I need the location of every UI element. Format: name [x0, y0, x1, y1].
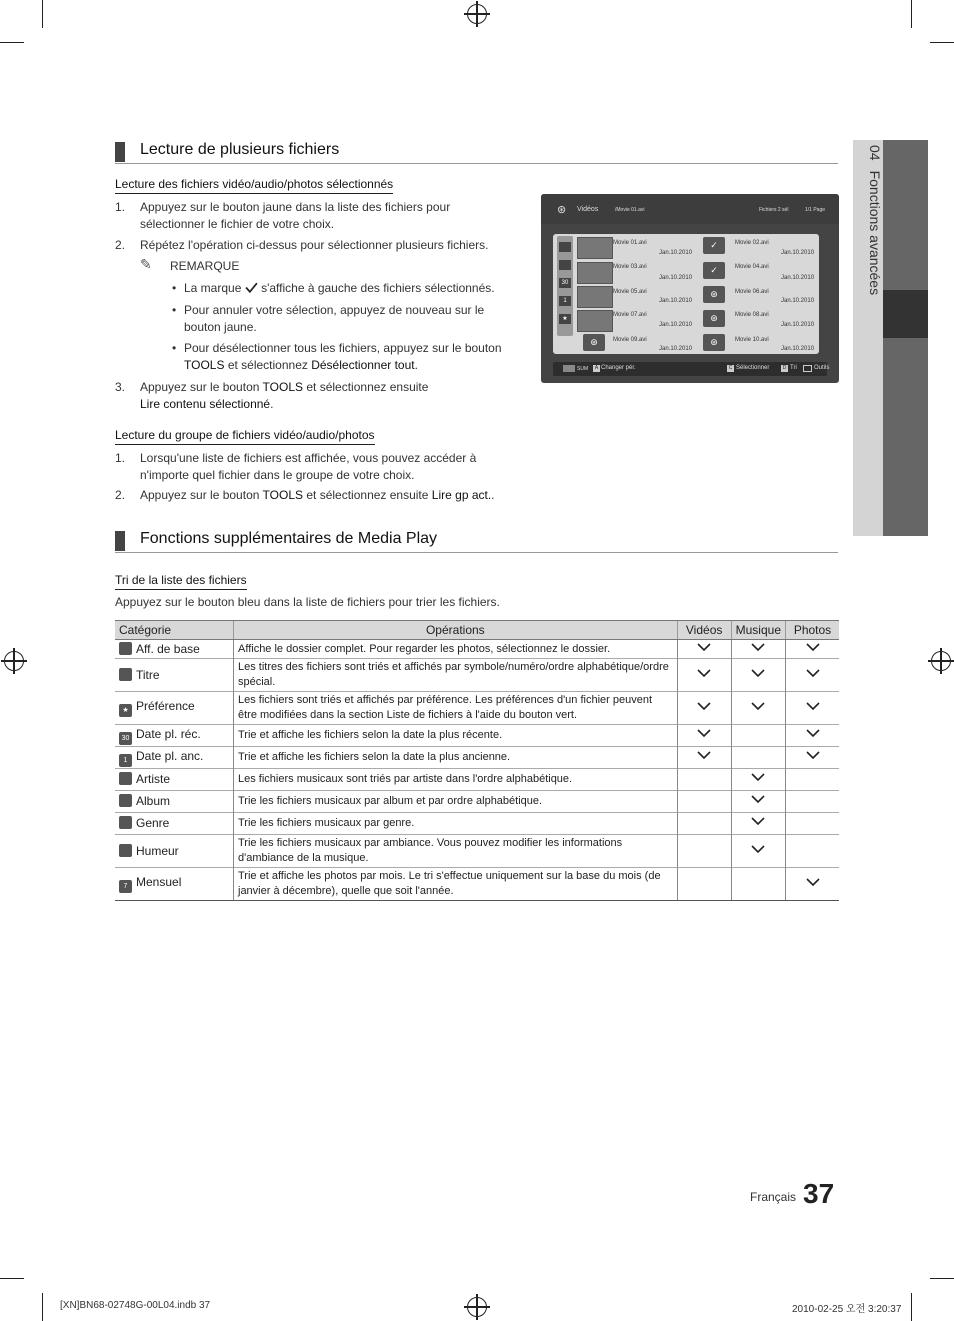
page-number: 37	[803, 1178, 835, 1209]
bullet-text: Pour annuler votre sélection, appuyez de nouveau sur le bouton jaune.	[184, 303, 485, 334]
crop-mark	[930, 1278, 954, 1279]
file-name: Movie 06.avi	[735, 289, 769, 295]
file-name: Movie 08.avi	[735, 312, 769, 318]
sort-categories-table	[115, 620, 839, 901]
category-label: Humeur	[136, 843, 179, 858]
note-label: REMARQUE	[170, 259, 240, 273]
bullet-dot: •	[172, 281, 177, 295]
album-icon	[119, 794, 132, 807]
calendar-icon: 30	[119, 732, 132, 745]
support-cell	[731, 747, 785, 769]
chapter-title: Fonctions avancées	[867, 170, 883, 296]
column-header: Opérations	[234, 621, 678, 640]
support-cell	[731, 769, 785, 791]
category-cell	[115, 813, 234, 835]
file-date: Jan.10.2010	[781, 298, 815, 304]
calendar-icon: 1	[559, 296, 571, 306]
c-button-icon: C	[728, 365, 733, 371]
print-slug-file: [XN]BN68-02748G-00L04.indb 37	[60, 1300, 211, 1311]
tv-screenshot	[541, 194, 839, 383]
category-label: Aff. de base	[136, 641, 200, 656]
video-thumbnail	[577, 262, 613, 284]
step-text-part: Appuyez sur le bouton	[140, 380, 260, 394]
supported-chevron-icon	[751, 701, 765, 711]
footer-tools: Outils	[814, 365, 830, 371]
video-thumbnail	[577, 286, 613, 308]
keyword: TOOLS	[262, 380, 304, 394]
step-number: 2.	[115, 488, 126, 502]
table-row	[115, 659, 839, 692]
calendar-icon: 30	[559, 278, 571, 288]
supported-chevron-icon	[806, 668, 820, 678]
crop-mark	[911, 1293, 912, 1321]
bullet-text-part: La marque	[184, 281, 242, 295]
crop-mark	[42, 0, 43, 28]
screen-side-menu	[557, 236, 573, 336]
operation-cell: Trie et affiche les fichiers selon la date la plus ancienne.	[234, 747, 678, 769]
category-label: Album	[136, 794, 171, 808]
bullet-dot: •	[172, 303, 177, 317]
category-label: Mensuel	[136, 875, 182, 889]
support-cell	[786, 692, 840, 725]
table-row	[115, 692, 839, 725]
supported-chevron-icon	[806, 642, 820, 652]
supported-chevron-icon	[751, 794, 765, 804]
chapter-number: 04	[867, 145, 883, 161]
support-cell	[731, 791, 785, 813]
category-label: Titre	[136, 667, 160, 682]
file-date: Jan.10.2010	[659, 322, 693, 328]
step-text: Appuyez sur le bouton TOOLS et sélectionnez ensuite Lire contenu sélectionné.	[140, 380, 429, 411]
chapter-tab-strip	[883, 140, 928, 290]
support-cell	[786, 640, 840, 659]
remote-key-icon	[563, 365, 575, 372]
registration-mark	[467, 1297, 487, 1317]
supported-chevron-icon	[751, 772, 765, 782]
file-date: Jan.10.2010	[659, 298, 693, 304]
crop-mark	[911, 0, 912, 28]
bullet-text-part: Pour désélectionner tous les fichiers, appuyez sur le bouton	[184, 341, 502, 355]
print-slug-date: 2010-02-25 오전 3:20:37	[792, 1304, 902, 1315]
screen-path: /Movie 01.avi	[615, 207, 645, 213]
file-date: Jan.10.2010	[781, 322, 815, 328]
file-name: Movie 10.avi	[735, 337, 769, 343]
footer-language: Français	[750, 1190, 797, 1204]
step-text-part: et sélectionnez ensuite	[306, 488, 429, 502]
supported-chevron-icon	[806, 877, 820, 887]
supported-chevron-icon	[697, 750, 711, 760]
screen-footer	[553, 362, 830, 376]
category-cell	[115, 835, 234, 868]
support-cell	[786, 769, 840, 791]
star-icon: ★	[559, 314, 571, 324]
chapter-label	[867, 145, 883, 295]
table-row	[115, 725, 839, 747]
step-number: 3.	[115, 380, 126, 394]
operation-cell: Les fichiers musicaux sont triés par artiste dans l'ordre alphabétique.	[234, 769, 678, 791]
title-icon	[119, 668, 132, 681]
category-label: Artiste	[136, 772, 171, 786]
section-heading	[115, 141, 838, 164]
bullet-dot: •	[172, 341, 177, 355]
support-cell	[786, 791, 840, 813]
support-cell	[731, 835, 785, 868]
step-number: 1.	[115, 451, 126, 465]
category-label: Genre	[136, 816, 170, 830]
screen-header	[541, 194, 839, 224]
file-date: Jan.10.2010	[659, 250, 693, 256]
support-cell	[786, 747, 840, 769]
file-name: Movie 04.avi	[735, 264, 769, 270]
keyword: Lire contenu sélectionné	[140, 397, 271, 411]
support-cell	[786, 725, 840, 747]
table-row	[115, 769, 839, 791]
step-text-part: et sélectionnez ensuite	[306, 380, 429, 394]
category-cell	[115, 692, 234, 725]
column-header: Catégorie	[115, 621, 234, 640]
star-icon: ★	[119, 704, 132, 717]
video-thumbnail	[577, 237, 613, 259]
step-text: Appuyez sur le bouton jaune dans la liste des fichiers pour sélectionner le fichier de votre choix.	[140, 200, 451, 231]
table-row	[115, 835, 839, 868]
registration-mark	[931, 651, 951, 671]
supported-chevron-icon	[697, 728, 711, 738]
step-text: Appuyez sur le bouton TOOLS et sélectionnez ensuite Lire gp act..	[140, 488, 495, 502]
supported-chevron-icon	[806, 750, 820, 760]
intro-text: Appuyez sur le bouton bleu dans la liste de fichiers pour trier les fichiers.	[115, 595, 500, 609]
category-cell	[115, 791, 234, 813]
supported-chevron-icon	[697, 701, 711, 711]
footer-sum: SUM	[577, 366, 589, 372]
registration-mark	[467, 4, 487, 24]
table-row	[115, 640, 839, 659]
film-reel-icon: ⊛	[703, 310, 725, 327]
d-button-icon: D	[782, 365, 787, 371]
support-cell	[731, 659, 785, 692]
bullet-text: Pour désélectionner tous les fichiers, appuyez sur le bouton TOOLS et sélectionnez Désélectionner tout.	[184, 341, 502, 372]
checkmark-icon	[245, 281, 258, 294]
footer-sort: Tri	[790, 365, 797, 371]
section-heading	[115, 530, 838, 553]
step-number: 2.	[115, 238, 126, 252]
title-icon	[559, 260, 571, 270]
chapter-tab-strip	[883, 338, 928, 536]
file-name: Movie 02.avi	[735, 240, 769, 246]
screen-page: 1/1 Page	[805, 207, 826, 213]
supported-chevron-icon	[697, 668, 711, 678]
support-cell	[731, 640, 785, 659]
support-cell	[677, 640, 731, 659]
operation-cell: Trie et affiche les photos par mois. Le tri s'effectue uniquement sur la base du mois (de janvier à décembre), quelle que soit l'année.	[234, 868, 678, 901]
category-label: Préférence	[136, 699, 195, 713]
keyword: TOOLS	[262, 488, 304, 502]
file-name: Movie 09.avi	[613, 337, 647, 343]
mood-icon	[119, 844, 132, 857]
file-name: Movie 01.avi	[613, 240, 647, 246]
subsection-title: Lecture des fichiers vidéo/audio/photos sélectionnés	[115, 177, 393, 194]
support-cell	[677, 868, 731, 901]
film-reel-icon: ✓	[703, 262, 725, 279]
video-folder-icon: ⊛	[557, 204, 567, 216]
crop-mark	[0, 42, 24, 43]
category-label: Date pl. réc.	[136, 726, 201, 741]
file-date: Jan.10.2010	[781, 275, 815, 281]
file-name: Movie 07.avi	[613, 312, 647, 318]
file-date: Jan.10.2010	[781, 250, 815, 256]
support-cell	[677, 725, 731, 747]
support-cell	[677, 769, 731, 791]
category-cell	[115, 640, 234, 659]
category-cell	[115, 747, 234, 769]
table-header-row	[115, 621, 839, 640]
a-button-icon: A	[594, 365, 599, 371]
support-cell	[786, 835, 840, 868]
film-reel-icon: ⊛	[583, 334, 605, 351]
support-cell	[786, 813, 840, 835]
column-header: Vidéos	[677, 621, 731, 640]
footer-change: Changer pér.	[601, 365, 636, 371]
screen-status: Fichiers 2 sél	[759, 207, 789, 213]
keyword: TOOLS	[184, 358, 225, 372]
support-cell	[731, 868, 785, 901]
supported-chevron-icon	[697, 642, 711, 652]
step-text-part: Appuyez sur le bouton	[140, 488, 260, 502]
crop-mark	[42, 1293, 43, 1321]
category-cell	[115, 769, 234, 791]
support-cell	[677, 791, 731, 813]
operation-cell: Trie et affiche les fichiers selon la date la plus récente.	[234, 725, 678, 747]
support-cell	[786, 868, 840, 901]
table-row	[115, 868, 839, 901]
bullet-text-part: s'affiche à gauche des fichiers sélectionnés.	[261, 281, 495, 295]
support-cell	[731, 813, 785, 835]
support-cell	[677, 692, 731, 725]
operation-cell: Trie les fichiers musicaux par album et par ordre alphabétique.	[234, 791, 678, 813]
support-cell	[731, 725, 785, 747]
support-cell	[677, 747, 731, 769]
operation-cell: Affiche le dossier complet. Pour regarder les photos, sélectionnez le dossier.	[234, 640, 678, 659]
file-name: Movie 05.avi	[613, 289, 647, 295]
file-date: Jan.10.2010	[659, 346, 693, 352]
folder-icon	[119, 642, 132, 655]
supported-chevron-icon	[751, 668, 765, 678]
keyword: Lire gp act.	[431, 488, 492, 502]
operation-cell: Trie les fichiers musicaux par ambiance. Vous pouvez modifier les informations d'ambiance de la musique.	[234, 835, 678, 868]
operation-cell: Les titres des fichiers sont triés et affichés par symbole/numéro/ordre alphabétique/ordre spécial.	[234, 659, 678, 692]
support-cell	[677, 835, 731, 868]
subsection-title: Lecture du groupe de fichiers vidéo/audio/photos	[115, 428, 375, 445]
step-number: 1.	[115, 200, 126, 214]
note-pencil-icon: ✎	[140, 256, 152, 272]
genre-icon	[119, 816, 132, 829]
supported-chevron-icon	[751, 642, 765, 652]
support-cell	[786, 659, 840, 692]
tools-icon	[803, 365, 812, 372]
category-cell	[115, 868, 234, 901]
supported-chevron-icon	[806, 701, 820, 711]
file-date: Jan.10.2010	[659, 275, 693, 281]
section-title: Fonctions supplémentaires de Media Play	[140, 530, 438, 547]
bullet-text-part: et sélectionnez	[227, 358, 308, 372]
calendar-icon: 1	[119, 754, 132, 767]
category-cell	[115, 659, 234, 692]
section-title: Lecture de plusieurs fichiers	[140, 141, 340, 158]
step-text: Lorsqu'une liste de fichiers est affichée, vous pouvez accéder à n'importe quel fichier dans le groupe de votre choix.	[140, 451, 477, 482]
supported-chevron-icon	[751, 816, 765, 826]
table-row	[115, 791, 839, 813]
calendar-icon: 7	[119, 880, 132, 893]
file-date: Jan.10.2010	[781, 346, 815, 352]
crop-mark	[0, 1278, 24, 1279]
column-header: Musique	[731, 621, 785, 640]
subsection-title: Tri de la liste des fichiers	[115, 573, 247, 590]
category-label: Date pl. anc.	[136, 748, 204, 763]
film-reel-icon: ⊛	[703, 286, 725, 303]
folder-icon	[559, 242, 571, 252]
supported-chevron-icon	[806, 728, 820, 738]
film-reel-icon: ⊛	[703, 334, 725, 351]
registration-mark	[4, 651, 24, 671]
artist-icon	[119, 772, 132, 785]
support-cell	[677, 659, 731, 692]
screen-title: Vidéos	[577, 206, 599, 213]
file-name: Movie 03.avi	[613, 264, 647, 270]
footer-select: Sélectionner	[736, 365, 770, 371]
table-row	[115, 813, 839, 835]
table-row	[115, 747, 839, 769]
bullet-text	[184, 280, 504, 297]
chapter-tab-active	[883, 290, 928, 338]
operation-cell: Trie les fichiers musicaux par genre.	[234, 813, 678, 835]
step-text: Répétez l'opération ci-dessus pour sélectionner plusieurs fichiers.	[140, 238, 489, 252]
crop-mark	[930, 42, 954, 43]
support-cell	[731, 692, 785, 725]
video-thumbnail	[577, 310, 613, 332]
support-cell	[677, 813, 731, 835]
column-header: Photos	[786, 621, 840, 640]
keyword: Désélectionner tout	[311, 358, 415, 372]
category-cell	[115, 725, 234, 747]
film-reel-icon: ✓	[703, 237, 725, 254]
supported-chevron-icon	[751, 844, 765, 854]
operation-cell: Les fichiers sont triés et affichés par préférence. Les préférences d'un fichier peuvent être modifiées dans la section Liste de fichiers à l'aide du bouton vert.	[234, 692, 678, 725]
